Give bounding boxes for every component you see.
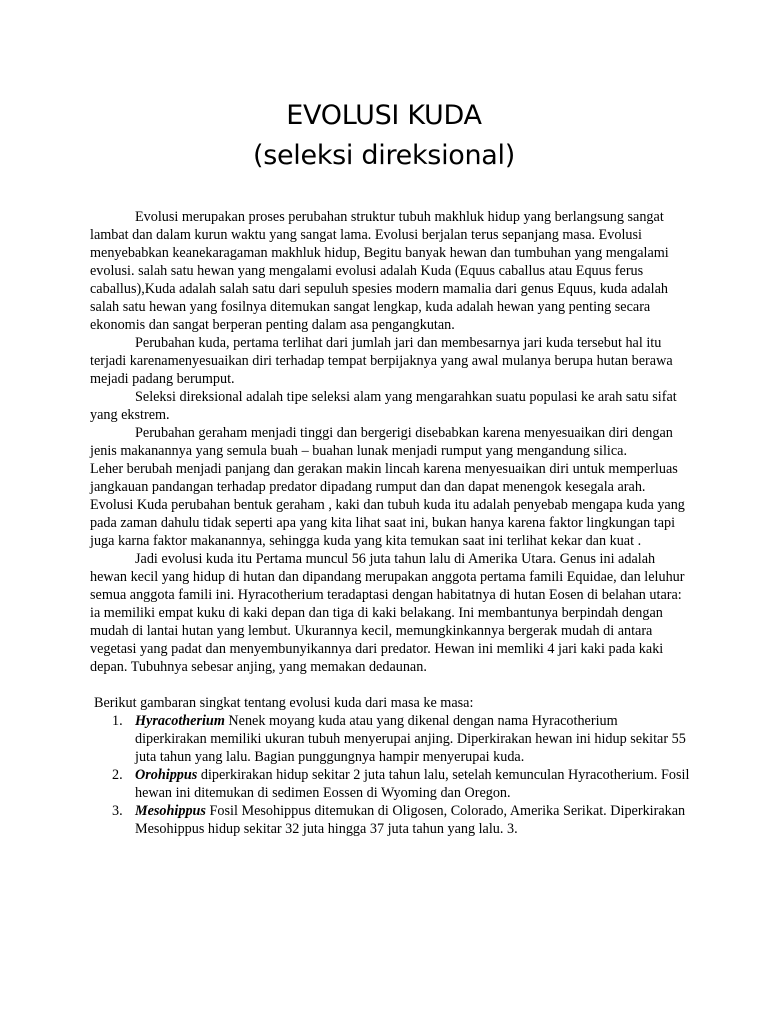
- list-item: [90, 766, 690, 802]
- list-item: [90, 802, 690, 838]
- species-description: Fosil Mesohippus ditemukan di Oligosen, Colorado, Amerika Serikat. Diperkirakan Mesohippus hidup sekitar 32 juta hingga 37 juta tahun yang lalu. 3.: [135, 803, 686, 837]
- paragraph-geraham: Perubahan geraham menjadi tinggi dan bergerigi disebabkan karena menyesuaikan diri dengan jenis makanannya yang semula buah – buahan lunak menjadi rumput yang mengandung silica.: [90, 425, 673, 459]
- document-body: [90, 208, 690, 838]
- species-description: Nenek moyang kuda atau yang dikenal dengan nama Hyracotherium diperkirakan memiliki ukuran tubuh menyerupai anjing. Diperkirakan hewan ini hidup sekitar 55 juta tahun yang lalu. Bagian punggungnya hampir menyerupai kuda.: [135, 713, 686, 765]
- evolution-list: [90, 712, 690, 838]
- document-title: [0, 96, 768, 176]
- list-intro: Berikut gambaran singkat tentang evolusi kuda dari masa ke masa:: [94, 695, 474, 711]
- list-number: 2.: [112, 767, 123, 783]
- list-item: [90, 712, 690, 766]
- paragraph-evolusi: Evolusi merupakan proses perubahan struktur tubuh makhluk hidup yang berlangsung sangat lambat dan dalam kurun waktu yang sangat lama. Evolusi berjalan terus sepanjang masa. Evolusi menyebabkan keanekaragaman makhluk hidup, Begitu banyak hewan dan tumbuhan yang mengalami evolusi. salah satu hewan yang mengalami evolusi adalah Kuda (Equus caballus atau Equus ferus caballus),Kuda adalah salah satu dari sepuluh spesies modern mamalia dari genus Equus, kuda adalah salah satu hewan yang fosilnya ditemukan sangat lengkap, kuda adalah hewan yang penting secara ekonomis dan sangat berperan penting dalam asa pengangkutan.: [90, 209, 669, 333]
- paragraph-leher: Leher berubah menjadi panjang dan gerakan makin lincah karena menyesuaikan diri untuk memperluas jangkauan pandangan terhadap predator dipadang rumput dan dan dapat menengok kesegala arah. Evolusi Kuda perubahan bentuk geraham , kaki dan tubuh kuda itu adalah penyebab mengapa kuda yang pada zaman dahulu tidak seperti apa yang kita lihat saat ini, bukan hanya karena faktor lingkungan tapi juga karna faktor makanannya, sehingga kuda yang kita temukan saat ini terlihat kekar dan kuat .: [90, 461, 685, 549]
- paragraph-seleksi: Seleksi direksional adalah tipe seleksi alam yang mengarahkan suatu populasi ke arah satu sifat yang ekstrem.: [90, 389, 677, 423]
- title-line-1: EVOLUSI KUDA: [286, 100, 482, 131]
- list-number: 1.: [112, 713, 123, 729]
- blank-line: [90, 676, 690, 694]
- species-description: diperkirakan hidup sekitar 2 juta tahun lalu, setelah kemunculan Hyracotherium. Fosil hewan ini ditemukan di sedimen Eossen di Wyoming dan Oregon.: [135, 767, 690, 801]
- paragraph-jadi: Jadi evolusi kuda itu Pertama muncul 56 juta tahun lalu di Amerika Utara. Genus ini adalah hewan kecil yang hidup di hutan dan dipandang merupakan anggota pertama famili Equidae, dan leluhur semua anggota famili ini. Hyracotherium teradaptasi dengan habitatnya di hutan Eosen di belahan utara: ia memiliki empat kuku di kaki depan dan tiga di kaki belakang. Ini membantunya berpindah dengan mudah di lantai hutan yang lembut. Ukurannya kecil, memungkinkannya bergerak mudah di antara vegetasi yang padat dan menyembunyikannya dari predator. Hewan ini memliki 4 jari kaki pada kaki depan. Tubuhnya sebesar anjing, yang memakan dedaunan.: [90, 551, 685, 675]
- species-name: Orohippus: [135, 767, 198, 783]
- paragraph-perubahan-kuda: Perubahan kuda, pertama terlihat dari jumlah jari dan membesarnya jari kuda tersebut hal itu terjadi karenamenyesuaikan diri terhadap tempat berpijaknya yang awal mulanya berupa hutan berawa mejadi padang berumput.: [90, 335, 673, 387]
- species-name: Mesohippus: [135, 803, 206, 819]
- list-number: 3.: [112, 803, 123, 819]
- title-line-2: (seleksi direksional): [253, 140, 515, 171]
- species-name: Hyracotherium: [135, 713, 225, 729]
